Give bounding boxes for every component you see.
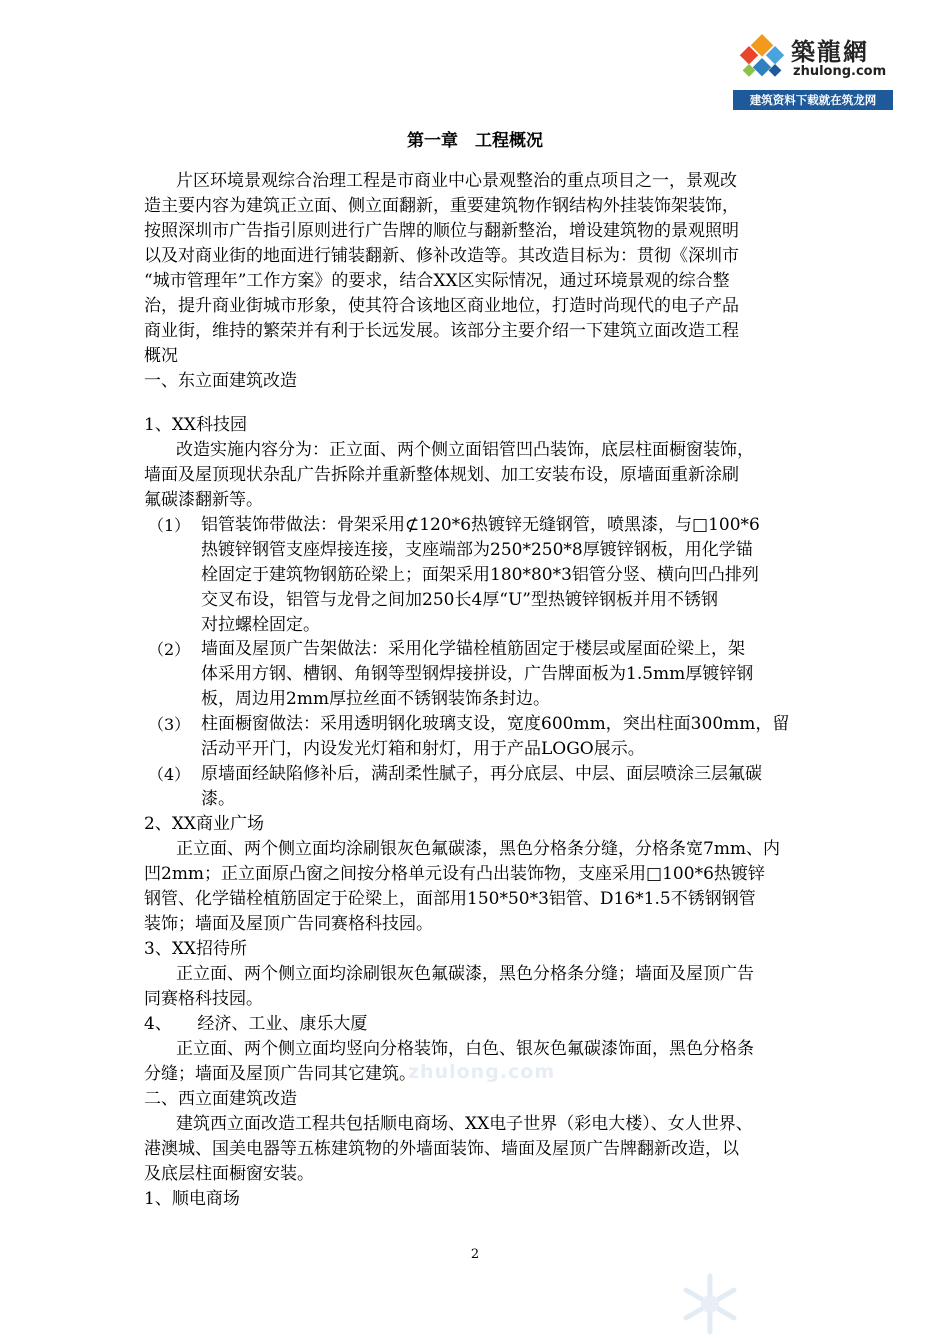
subsection-heading: 1、顺电商场	[144, 1189, 240, 1209]
section-heading: 一、东立面建筑改造	[144, 371, 297, 391]
para-line: 建筑西立面改造工程共包括顺电商场、XX电子世界（彩电大楼）、女人世界、	[176, 1114, 753, 1134]
para-line: 商业街，维持的繁荣并有利于长远发展。该部分主要介绍一下建筑立面改造工程	[144, 321, 739, 341]
subsection-heading: 1、XX科技园	[144, 415, 248, 435]
subsection-heading: 4、 经济、工业、康乐大厦	[144, 1014, 368, 1034]
section-heading: 二、西立面建筑改造	[144, 1089, 297, 1109]
para-line: 分缝；墙面及屋顶广告同其它建筑。	[144, 1064, 416, 1084]
para-line: 以及对商业街的地面进行铺装翻新、修补改造等。其改造目标为：贯彻《深圳市	[144, 246, 739, 266]
item-number: （1）	[148, 516, 191, 535]
list-item-line: 柱面橱窗做法：采用透明钢化玻璃支设，宽度600mm，突出柱面300mm，留	[201, 714, 790, 734]
para-line: 正立面、两个侧立面均竖向分格装饰，白色、银灰色氟碳漆饰面，黑色分格条	[176, 1039, 754, 1059]
para-line: 墙面及屋顶现状杂乱广告拆除并重新整体规划、加工安装布设，原墙面重新涂刷	[144, 465, 739, 485]
para-line: 装饰；墙面及屋顶广告同赛格科技园。	[144, 914, 433, 934]
para-line: 正立面、两个侧立面均涂刷银灰色氟碳漆，黑色分格条分缝；墙面及屋顶广告	[176, 964, 754, 984]
para-line: 氟碳漆翻新等。	[144, 490, 263, 510]
para-line: 钢管、化学锚栓植筋固定于砼梁上，面部用150*50*3铝管、D16*1.5不锈钢钢管	[144, 889, 756, 909]
list-item-line: 栓固定于建筑物钢筋砼梁上；面架采用180*80*3铝管分竖、横向凹凸排列	[201, 565, 759, 585]
list-item-line: 体采用方钢、槽钢、角钢等型钢焊接拼设，广告牌面板为1.5mm厚镀锌钢	[201, 664, 754, 684]
list-item-line: 交叉布设，铝管与龙骨之间加250长4厚“U”型热镀锌钢板并用不锈钢	[201, 590, 718, 610]
para-line: 凹2mm；正立面原凸窗之间按分格单元设有凸出装饰物，支座采用□100*6热镀锌	[144, 864, 765, 884]
logo-chinese-name: 築龍網	[791, 37, 869, 66]
page-number: 2	[470, 1247, 480, 1262]
list-item-line: 热镀锌钢管支座焊接连接，支座端部为250*250*8厚镀锌钢板，用化学锚	[201, 540, 753, 560]
para-line: 同赛格科技园。	[144, 989, 263, 1009]
list-item-line: 原墙面经缺陷修补后，满刮柔性腻子，再分底层、中层、面层喷涂三层氟碳	[201, 764, 762, 784]
para-line: 及底层柱面橱窗安装。	[144, 1164, 314, 1184]
para-line: 改造实施内容分为：正立面、两个侧立面铝管凹凸装饰，底层柱面橱窗装饰，	[176, 440, 754, 460]
para-line: 正立面、两个侧立面均涂刷银灰色氟碳漆，黑色分格条分缝，分格条宽7mm、内	[176, 839, 781, 859]
para-line: 造主要内容为建筑正立面、侧立面翻新，重要建筑物作钢结构外挂装饰架装饰，	[144, 196, 739, 216]
logo-tagline: 建筑资料下载就在筑龙网	[733, 90, 893, 110]
list-item-line: 墙面及屋顶广告架做法：采用化学锚栓植筋固定于楼层或屋面砼梁上，架	[201, 639, 745, 659]
item-number: （4）	[148, 765, 191, 784]
item-number: （2）	[148, 640, 191, 659]
subsection-heading: 3、XX招待所	[144, 939, 248, 959]
list-item-line: 铝管装饰带做法：骨架采用⊄120*6热镀锌无缝钢管，喷黑漆，与□100*6	[201, 515, 760, 535]
para-line: 按照深圳市广告指引原则进行广告牌的顺位与翻新整治，增设建筑物的景观照明	[144, 221, 739, 241]
diamond-logo-icon	[737, 32, 787, 82]
subsection-heading: 2、XX商业广场	[144, 814, 265, 834]
logo-domain: zhulong.com	[793, 64, 887, 79]
list-item-line: 板，周边用2mm厚拉丝面不锈钢装饰条封边。	[201, 689, 551, 709]
para-line: “城市管理年”工作方案》的要求，结合XX区实际情况，通过环境景观的综合整	[144, 271, 730, 291]
item-number: （3）	[148, 715, 191, 734]
list-item-line: 活动平开门，内设发光灯箱和射灯，用于产品LOGO展示。	[201, 739, 645, 759]
para-line: 治，提升商业街城市形象，使其符合该地区商业地位，打造时尚现代的电子产品	[144, 296, 739, 316]
snowflake-watermark-icon	[680, 1272, 740, 1336]
para-line: 港澳城、国美电器等五栋建筑物的外墙面装饰、墙面及屋顶广告牌翻新改造，以	[144, 1139, 739, 1159]
zhulong-logo	[733, 28, 893, 110]
list-item-line: 对拉螺栓固定。	[201, 615, 320, 635]
para-line: 片区环境景观综合治理工程是市商业中心景观整治的重点项目之一，景观改	[176, 171, 737, 191]
list-item-line: 漆。	[201, 789, 235, 809]
chapter-title: 第一章 工程概况	[407, 131, 543, 151]
para-line: 概况	[144, 346, 178, 366]
watermark: zhulong.com	[408, 1061, 556, 1083]
